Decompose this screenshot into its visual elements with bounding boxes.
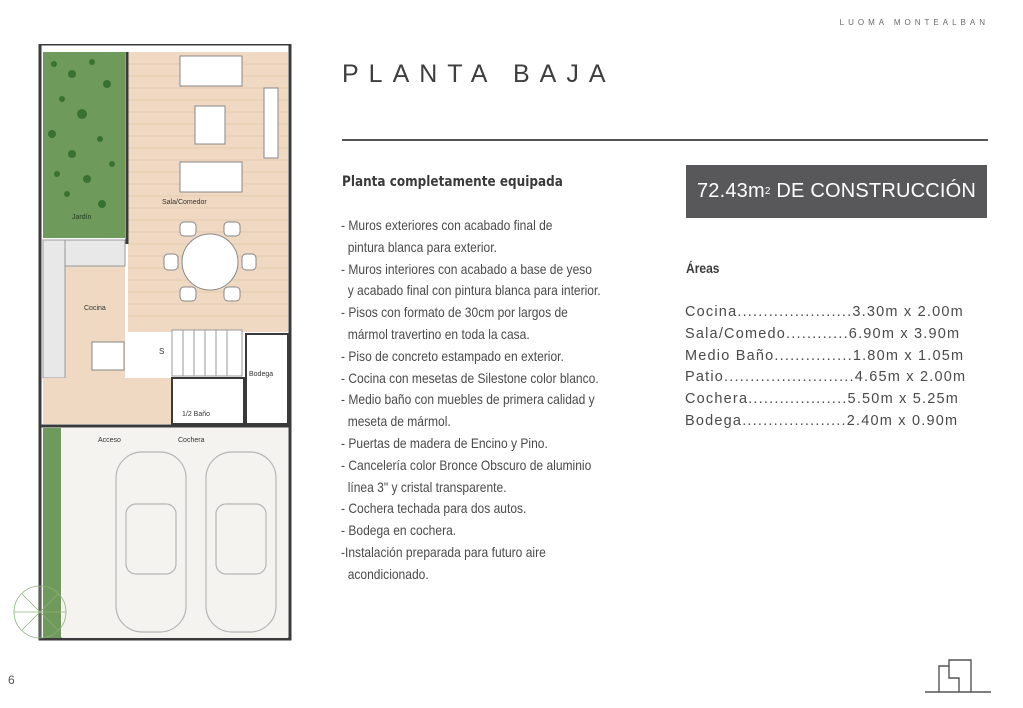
list-item: línea 3" y cristal transparente. (341, 478, 507, 495)
title-divider (342, 139, 988, 141)
construction-value: 72.43m (696, 180, 765, 202)
list-item: meseta de mármol. (341, 413, 451, 430)
list-item: - Medio baño con muebles de primera calidad y (341, 391, 595, 408)
page-number: 6 (8, 673, 15, 687)
list-item: - Pisos con formato de 30cm por largos de (341, 304, 568, 321)
area-item: Sala/Comedo............6.90m x 3.90m (685, 325, 961, 342)
area-item: Cocina......................3.30m x 2.00m (685, 304, 964, 320)
page-title: PLANTA BAJA (342, 60, 616, 88)
area-item: Bodega....................2.40m x 0.90m (685, 412, 959, 429)
areas-heading: Áreas (686, 260, 720, 276)
plan-label-bodega: Bodega (249, 371, 274, 378)
list-item: - Puertas de madera de Encino y Pino. (341, 434, 548, 451)
plan-label-bano: 1/2 Baño (182, 411, 211, 418)
floor-plan (12, 44, 292, 642)
area-item: Cochera...................5.50m x 5.25m (685, 391, 960, 408)
list-item: - Muros interiores con acabado a base de yeso (341, 260, 592, 277)
list-item: - Cochera techada para dos autos. (341, 500, 527, 517)
plan-label-jardin: Jardín (72, 214, 92, 221)
area-item: Patio.........................4.65m x 2.00m (685, 369, 967, 386)
list-item: - Cancelería color Bronce Obscuro de aluminio (341, 456, 592, 473)
list-item: acondicionado. (341, 565, 429, 582)
plan-label-cocina: Cocina (84, 305, 106, 312)
house-logo-icon (925, 658, 991, 694)
list-item: - Bodega en cochera. (341, 522, 457, 539)
list-item: - Piso de concreto estampado en exterior. (341, 347, 564, 364)
list-item: -Instalación preparada para futuro aire (341, 543, 546, 560)
area-item: Medio Baño...............1.80m x 1.05m (685, 347, 965, 364)
construction-superscript: 2 (764, 186, 771, 197)
list-item: y acabado final con pintura blanca para interior. (341, 282, 601, 299)
construction-label: DE CONSTRUCCIÓN (776, 180, 977, 202)
garage-area (62, 428, 288, 638)
features-heading: Planta completamente equipada (342, 174, 563, 190)
brand-name: LUOMA MONTEALBAN (839, 18, 989, 27)
construction-badge (686, 165, 987, 218)
plan-label-sala: Sala/Comedor (162, 199, 207, 206)
plan-label-s: S (159, 347, 165, 356)
plan-label-acceso: Acceso (98, 437, 121, 444)
features-list (341, 215, 651, 586)
areas-list (685, 302, 966, 433)
garden-area (43, 52, 125, 238)
storage-area (246, 334, 288, 424)
plan-label-cochera: Cochera (178, 437, 205, 444)
list-item: - Muros exteriores con acabado final de (341, 217, 553, 233)
list-item: - Cocina con mesetas de Silestone color blanco. (341, 369, 599, 386)
list-item: mármol travertino en toda la casa. (341, 325, 530, 342)
list-item: pintura blanca para exterior. (341, 238, 497, 255)
